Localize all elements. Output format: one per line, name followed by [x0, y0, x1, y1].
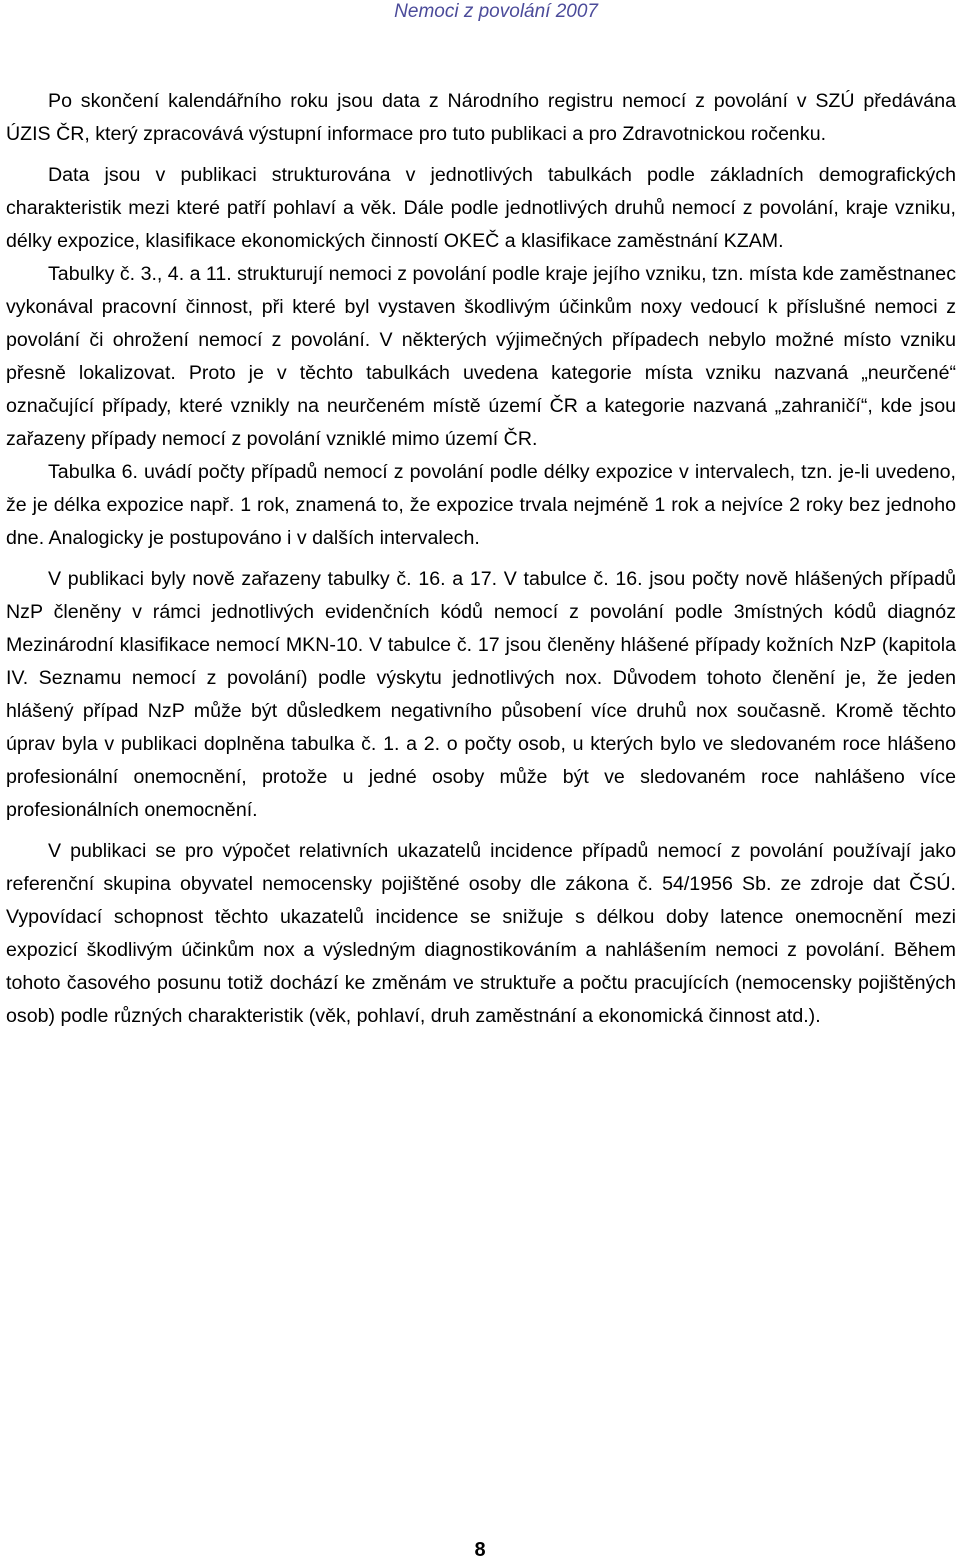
paragraph-data-structure: Data jsou v publikaci strukturována v jednotlivých tabulkách podle základních demografických charakteristik mezi které patří pohlaví a věk. Dále podle jednotlivých druhů nemocí z povolání, kraje vzniku, délky expozice, klasifikace ekonomických činností OKEČ a klasifikace zaměstnání KZAM. [6, 164, 956, 252]
paragraph-data-transfer: Po skončení kalendářního roku jsou data z Národního registru nemocí z povolání v SZÚ předávána ÚZIS ČR, který zpracovává výstupní informace pro tuto publikaci a pro Zdravotnickou ročenku. [6, 90, 956, 145]
paragraph-region-tables: Tabulky č. 3., 4. a 11. strukturují nemoci z povolání podle kraje jejího vzniku, tzn. místa kde zaměstnanec vykonával pracovní činnost, při které byl vystaven škodlivým účinkům noxy vedoucí k příslušné nemoci z povolání či ohrožení nemocí z povolání. V některých výjimečných případech nebylo možné místo vzniku přesně lokalizovat. Proto je v těchto tabulkách uvedena kategorie místa vzniku nazvaná „neurčené“ označující případy, které vznikly na neurčeném místě území ČR a kategorie nazvaná „zahraničí“, kde jsou zařazeny případy nemocí z povolání vzniklé mimo území ČR. [6, 263, 956, 450]
paragraph-incidence-indicators: V publikaci se pro výpočet relativních ukazatelů incidence případů nemocí z povolání používají jako referenční skupina obyvatel nemocensky pojištěné osoby dle zákona č. 54/1956 Sb. ze zdroje dat ČSÚ. Vypovídací schopnost těchto ukazatelů incidence se snižuje s délkou doby latence onemocnění mezi expozicí škodlivým účinkům nox a výsledným diagnostikováním a nahlášením nemoci z povolání. Během tohoto časového posunu totiž dochází ke změnám ve struktuře a počtu pracujících (nemocensky pojištěných osob) podle různých charakteristik (věk, pohlaví, druh zaměstnání a ekonomická činnost atd.). [6, 840, 956, 1027]
paragraph-exposure-table: Tabulka 6. uvádí počty případů nemocí z povolání podle délky expozice v intervalech, tzn. je-li uvedeno, že je délka expozice např. 1 rok, znamená to, že expozice trvala nejméně 1 rok a nejvíce 2 roky bez jednoho dne. Analogicky je postupováno i v dalších intervalech. [6, 461, 956, 549]
paragraph-new-tables: V publikaci byly nově zařazeny tabulky č. 16. a 17. V tabulce č. 16. jsou počty nově hlášených případů NzP členěny v rámci jednotlivých evidenčních kódů nemocí z povolání podle 3místných kódů diagnóz Mezinárodní klasifikace nemocí MKN-10. V tabulce č. 17 jsou členěny hlášené případy kožních NzP (kapitola IV. Seznamu nemocí z povolání) podle výskytu jednotlivých nox. Důvodem tohoto členění je, že jeden hlášený případ NzP může být důsledkem negativního působení více druhů nox současně. Kromě těchto úprav byla v publikaci doplněna tabulka č. 1. a 2. o počty osob, u kterých bylo ve sledovaném roce hlášeno profesionální onemocnění, protože u jedné osoby může být ve sledovaném roce nahlášeno více profesionálních onemocnění. [6, 568, 956, 821]
running-header: Nemoci z povolání 2007 [394, 1, 598, 22]
page-number: 8 [474, 1539, 486, 1561]
document-body [6, 85, 956, 1033]
